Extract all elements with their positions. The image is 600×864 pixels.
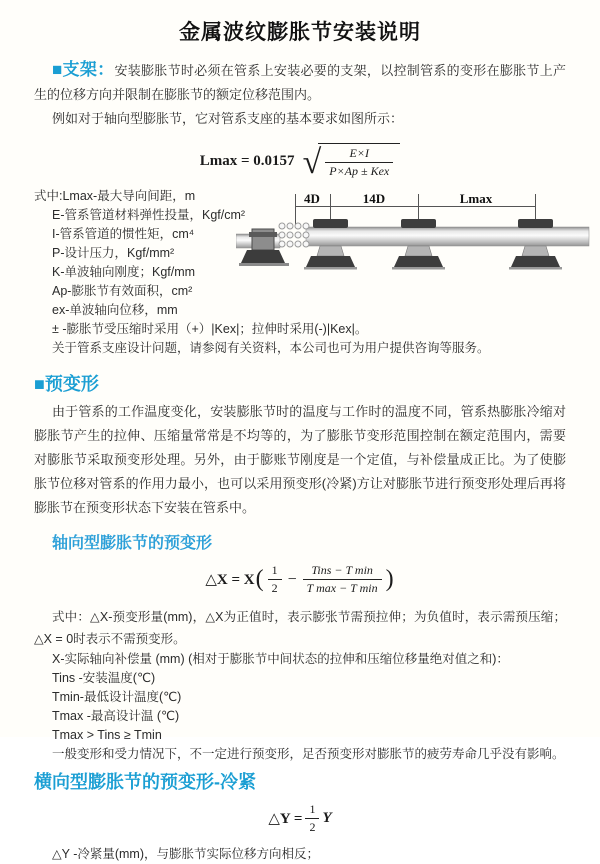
definition-item: ± -膨胀节受压缩时采用（+）|Kex|；拉伸时采用(-)|Kex|。 bbox=[52, 322, 368, 336]
axial-formula-lhs: △X = X bbox=[205, 572, 255, 588]
definition-item: ex-单波轴向位移，mm bbox=[52, 303, 178, 317]
predeform-body: 由于管系的工作温度变化，安装膨胀节时的温度与工作时的温度不同，管系热膨胀冷缩对膨胀节产生的拉伸、压缩量常常是不均等的，为了膨胀节变形范围控制在额定范围内，需要对膨胀节采取预变形处理。另外，由于膨账节刚度是一个定值，与补偿量成正比。为了使膨胀节位移对管系的作用力最小，也可以采用预变形(冷紧)方让对膨胀节进行预变形处理后再将膨胀节在预变形状态下安装在管系中。 bbox=[34, 404, 566, 515]
axial-line: Tmax > Tins ≥ Tmin bbox=[52, 728, 162, 742]
dimension-label-4d: 4D bbox=[304, 191, 320, 206]
axial-line: 一般变形和受力情况下，不一定进行预变形，足否预变形对膨胀节的疲劳寿命几乎没有影响。 bbox=[52, 747, 565, 761]
main-pipe bbox=[306, 227, 589, 246]
lmax-formula-numerator: E×I bbox=[325, 146, 393, 163]
axial-formula bbox=[0, 563, 600, 596]
definition-item: K-单波轴向刚度；Kgf/mm bbox=[52, 265, 196, 279]
axial-line: Tins -安装温度(℃) bbox=[52, 671, 156, 685]
axial-line: Tmin-最低设计温度(℃) bbox=[52, 690, 182, 704]
dimension-label-lmax: Lmax bbox=[459, 191, 493, 206]
lateral-formula-lhs: △Y = bbox=[268, 811, 303, 827]
bellows-joint bbox=[279, 223, 309, 247]
axial-frac1-num: 1 bbox=[268, 563, 282, 580]
page-title: 金属波纹膨胀节安装说明 bbox=[179, 21, 421, 44]
lmax-formula bbox=[0, 143, 600, 179]
lateral-frac-den: 2 bbox=[309, 820, 316, 834]
sqrt-icon: √ bbox=[302, 144, 322, 181]
definition-item: Ap-膨胀节有效面积，cm² bbox=[52, 284, 193, 298]
axial-frac2-den: T max − T min bbox=[306, 581, 378, 595]
axial-subsection-heading: 轴向型膨胀节的预变形 bbox=[52, 535, 213, 552]
definitions-lead: 式中:Lmax-最大导向间距，m bbox=[34, 189, 196, 203]
axial-line: Tmax -最高设计温 (℃) bbox=[52, 709, 180, 723]
support-example-line: 例如对于轴向型膨胀节，它对管系支座的基本要求如图所示： bbox=[52, 111, 404, 126]
axial-frac1-den: 2 bbox=[271, 581, 278, 595]
axial-explain: 式中：△X-预变形量(mm)，△X为正值时，表示膨张节需预拉伸；为负值时，表示需预压缩；△X = 0时表示不需预变形。 bbox=[34, 610, 566, 646]
support-intro-paragraph bbox=[34, 58, 566, 107]
definition-item: I-管系管道的惯性矩，cm⁴ bbox=[52, 227, 195, 241]
support-requirements-diagram bbox=[236, 190, 596, 292]
lmax-formula-lhs: Lmax = 0.0157 bbox=[199, 152, 295, 169]
definition-item: E-管系管道材料弹性投量，Kgf/cm² bbox=[52, 208, 246, 222]
support-section-heading: ■支架： bbox=[52, 60, 115, 79]
lateral-formula bbox=[0, 802, 600, 835]
lateral-formula-rhs: Y bbox=[322, 810, 332, 826]
predeform-section-heading: ■预变形 bbox=[34, 374, 99, 394]
axial-frac2-num: Tins − T min bbox=[303, 563, 382, 580]
lateral-note: △Y -冷紧量(mm)，与膨胀节实际位移方向相反； bbox=[52, 847, 320, 861]
lateral-subsection-heading: 横向型膨胀节的预变形-冷紧 bbox=[34, 772, 256, 792]
definition-item: P-设计压力，Kgf/mm² bbox=[52, 246, 175, 260]
dimension-label-14d: 14D bbox=[362, 191, 386, 206]
lmax-formula-denominator: P×Ap ± Kex bbox=[329, 164, 390, 178]
axial-line: X-实际轴向补偿量 (mm) (相对于膨胀节中间状态的拉伸和压缩位移量绝对值之和)： bbox=[52, 652, 509, 666]
lateral-frac-num: 1 bbox=[305, 802, 319, 819]
support-note: 关于管系支座设计问题，请参阅有关资料，本公司也可为用户提供咨询等服务。 bbox=[52, 341, 490, 355]
open-paren: ( bbox=[255, 565, 264, 592]
minus-operator: − bbox=[287, 570, 297, 588]
support-intro-text: 安装膨胀节时必须在管系上安装必要的支架，以控制管系的变形在膨胀节上产生的位移方向并限制在膨胀节的额定位移范围内。 bbox=[34, 63, 566, 102]
axial-parameter-lines bbox=[34, 650, 566, 764]
radical-sign bbox=[303, 143, 401, 179]
close-paren: ) bbox=[385, 565, 394, 592]
